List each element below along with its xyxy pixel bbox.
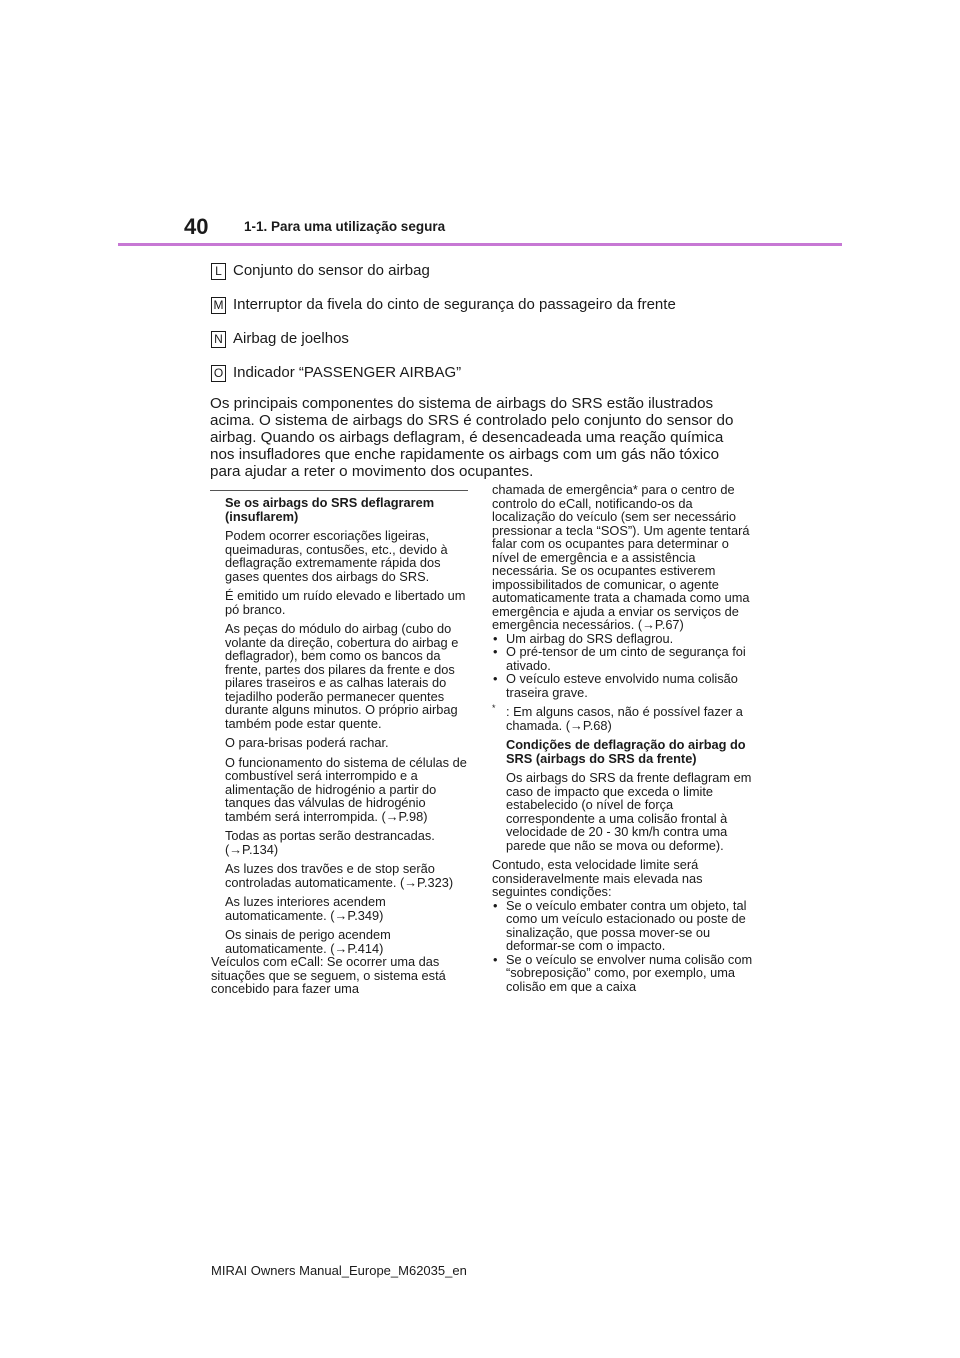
callout-letter-m: M (211, 297, 226, 314)
info-paragraph: As peças do módulo do airbag (cubo do volante da direção, cobertura do airbag e deflagrador), bem como os bancos da frente, partes dos pilares da frente e dos pilares traseiros e as calhas laterais do tejadilho poderão permanecer quentes durante alguns minutos. O próprio airbag também pode estar quente. (225, 621, 459, 731)
list-item: • Se o veículo embater contra um objeto, tal como um veículo estacionado ou poste de sinalização, que possa mover-se ou deformar-se com o impacto. (492, 899, 758, 953)
left-column (211, 496, 469, 996)
column-divider (210, 490, 468, 491)
deflagration-conditions-heading: Condições de deflagração do airbag do SRS (airbags do SRS da frente) (506, 737, 746, 766)
callout-letter-n: N (211, 331, 226, 348)
legend-item-o (211, 364, 461, 382)
list-item: • O veículo esteve envolvido numa colisão traseira grave. (492, 672, 758, 699)
intro-paragraph: Os principais componentes do sistema de airbags do SRS estão ilustrados acima. O sistema de airbags do SRS é controlado pelo conjunto do sensor do airbag. Quando os airbags deflagram, é desencadeada uma reação química nos insufladores que enche rapidamente os airbags com um gás não tóxico para ajudar a reter o movimento dos ocupantes. (210, 395, 734, 480)
info-paragraph: Podem ocorrer escoriações ligeiras, queimaduras, contusões, etc., devido à deflagração extremamente rápida dos gases quentes dos airbags do SRS. (225, 528, 448, 584)
page-number: 40 (184, 214, 209, 239)
ecall-conditions-list (492, 632, 758, 700)
legend-item-text: Indicador “PASSENGER AIRBAG” (233, 364, 462, 381)
callout-letter-l: L (211, 263, 226, 280)
info-paragraph: As luzes interiores acendem automaticamente. (→P.349) (225, 894, 386, 923)
ecall-paragraph-continued: chamada de emergência* para o centro de controlo do eCall, notificando-os da localização do veículo (sem ser necessário pressionar a tecla “SOS”). Um agente tentará falar com os ocupantes para determinar o nível de emergência e a assistência necessária. Se os ocupantes estiverem impossibilitados de comunicar, o agente automaticamente trata a chamada como uma emergência e ajuda a enviar os serviços de emergência necessários. (→P.67) (492, 482, 750, 632)
info-paragraph: O para-brisas poderá rachar. (225, 735, 389, 750)
footnote-text: : Em alguns casos, não é possível fazer a chamada. (→P.68) (506, 704, 743, 733)
list-item: • O pré-tensor de um cinto de segurança foi ativado. (492, 645, 758, 672)
info-paragraph: O funcionamento do sistema de células de combustível será interrompido e a alimentação de hidrogénio a partir do tanques das válvulas de hidrogénio também será interrompida. (→P.98) (225, 754, 467, 824)
footnote (492, 705, 758, 732)
legend-item-text: Interruptor da fivela do cinto de segurança do passageiro da frente (233, 296, 676, 313)
info-paragraph: Os sinais de perigo acendem automaticamente. (→P.414) (225, 927, 391, 956)
footnote-mark: * (492, 703, 496, 713)
info-paragraph: Contudo, esta velocidade limite será consideravelmente mais elevada nas seguintes condições: (492, 857, 703, 899)
legend-item-text: Airbag de joelhos (233, 330, 349, 347)
legend-item-text: Conjunto do sensor do airbag (233, 262, 430, 279)
legend-item-n (211, 330, 349, 348)
header-divider (118, 243, 842, 246)
legend-item-m (211, 296, 676, 314)
callout-letter-o: O (211, 365, 226, 382)
section-title: 1-1. Para uma utilização segura (244, 219, 446, 234)
info-paragraph: Os airbags do SRS da frente deflagram em caso de impacto que exceda o limite estabelecido (o nível de força correspondente a uma colisão frontal à velocidade de 20 - 30 km/h contra uma parede que não se mova ou deforme). (506, 770, 752, 853)
threshold-conditions-list (492, 899, 758, 994)
info-paragraph: É emitido um ruído elevado e libertado um pó branco. (225, 588, 466, 617)
info-paragraph: Todas as portas serão destrancadas. (→P.134) (225, 828, 435, 857)
list-item: • Um airbag do SRS deflagrou. (492, 632, 758, 646)
legend-item-l (211, 262, 430, 280)
deflagration-heading: Se os airbags do SRS deflagrarem (insuflarem) (225, 495, 435, 524)
list-item: • Se o veículo se envolver numa colisão com “sobreposição” como, por exemplo, uma colisão em que a caixa (492, 953, 758, 994)
info-paragraph: As luzes dos travões e de stop serão controladas automaticamente. (→P.323) (225, 861, 454, 890)
right-column (492, 483, 758, 999)
ecall-paragraph-start: Veículos com eCall: Se ocorrer uma das situações que se seguem, o sistema está concebido para fazer uma (211, 954, 446, 996)
footer-text: MIRAI Owners Manual_Europe_M62035_en (211, 1263, 467, 1278)
